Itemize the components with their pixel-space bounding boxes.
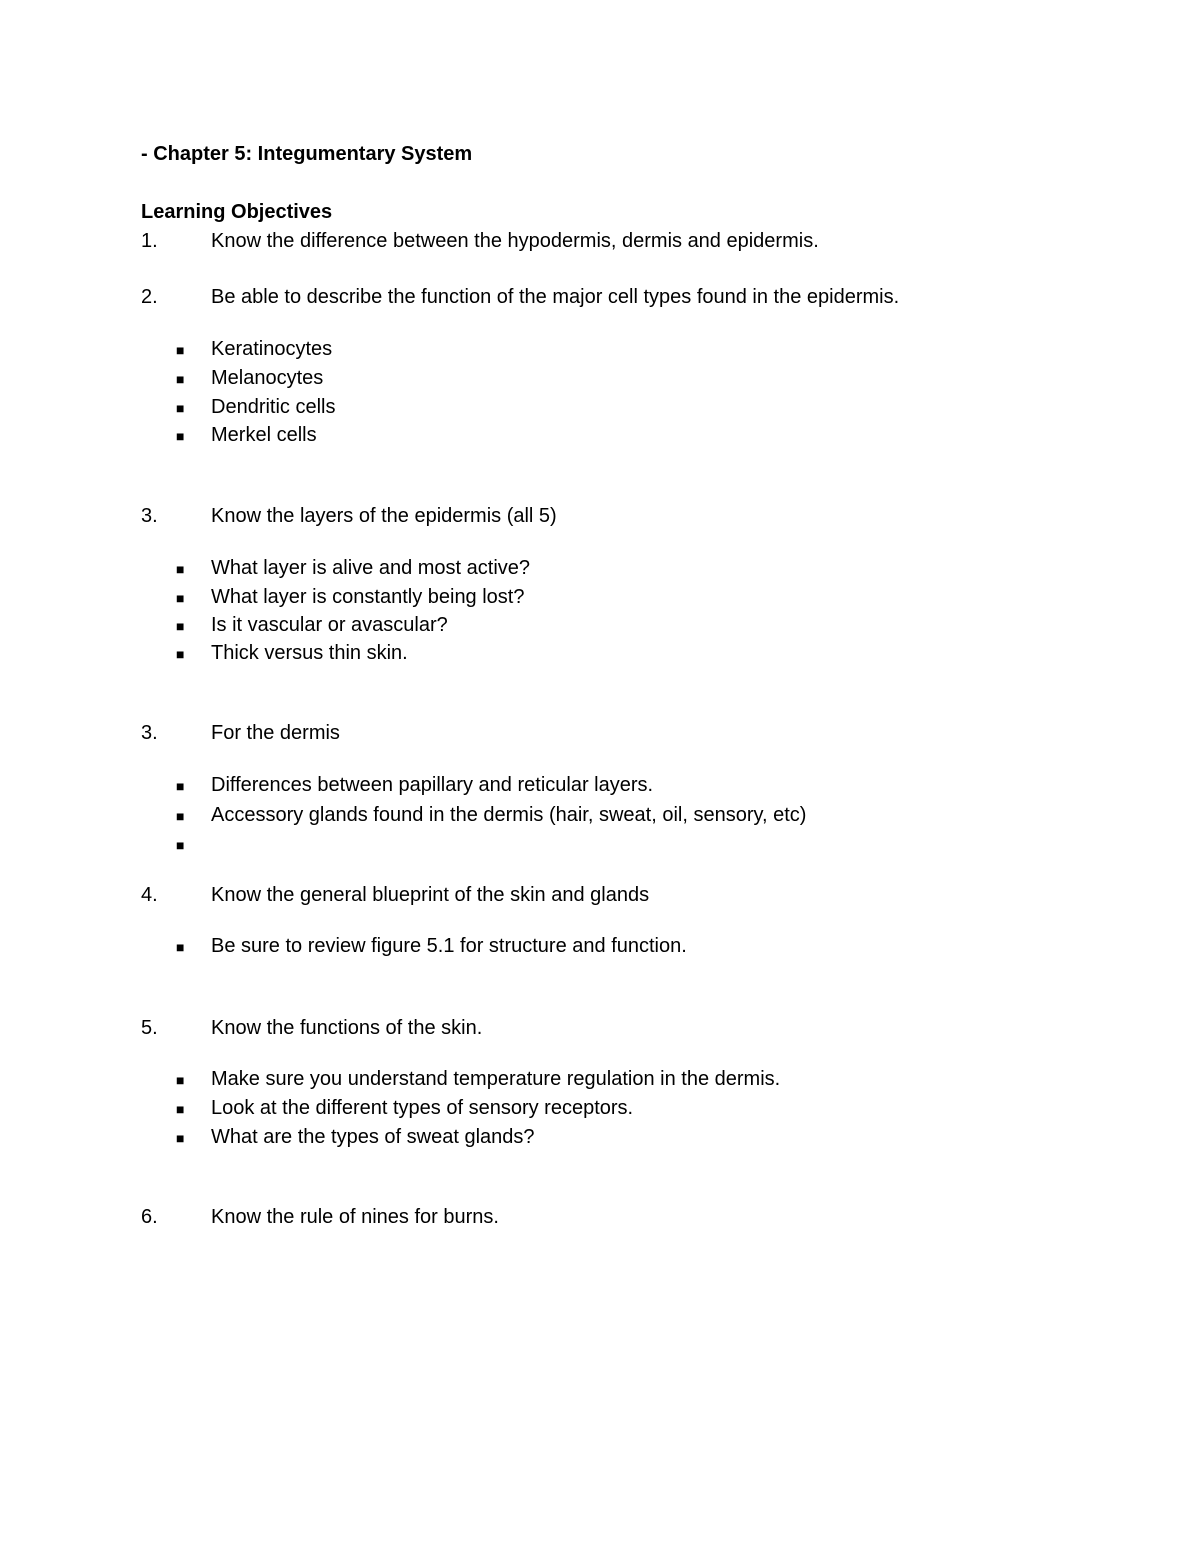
bullet-item: Make sure you understand temperature regulation in the dermis.: [211, 1068, 781, 1090]
objective-text: Know the difference between the hypodermis, dermis and epidermis.: [211, 230, 819, 252]
bullet-icon: ■: [176, 590, 185, 606]
bullet-icon: ■: [176, 1072, 185, 1088]
objective-text: Know the functions of the skin.: [211, 1017, 483, 1039]
objective-text: Know the layers of the epidermis (all 5): [211, 505, 557, 527]
bullet-item: Accessory glands found in the dermis (hair, sweat, oil, sensory, etc): [211, 804, 807, 826]
bullet-item: Melanocytes: [211, 367, 324, 389]
bullet-item: Is it vascular or avascular?: [211, 614, 448, 636]
bullet-item: Be sure to review figure 5.1 for structure and function.: [211, 935, 687, 957]
bullet-item: Merkel cells: [211, 424, 317, 446]
bullet-item: Look at the different types of sensory receptors.: [211, 1097, 634, 1119]
objective-number: 3.: [141, 722, 158, 744]
objective-text: Be able to describe the function of the major cell types found in the epidermis.: [211, 286, 900, 308]
objective-number: 4.: [141, 884, 158, 906]
objective-text: Know the general blueprint of the skin and glands: [211, 884, 650, 906]
bullet-icon: ■: [176, 1130, 185, 1146]
chapter-title: - Chapter 5: Integumentary System: [141, 143, 473, 165]
bullet-icon: ■: [176, 837, 185, 853]
bullet-icon: ■: [176, 808, 185, 824]
bullet-icon: ■: [176, 561, 185, 577]
objective-number: 5.: [141, 1017, 158, 1039]
bullet-icon: ■: [176, 400, 185, 416]
bullet-item: Differences between papillary and reticular layers.: [211, 774, 654, 796]
bullet-icon: ■: [176, 428, 185, 444]
bullet-item: What are the types of sweat glands?: [211, 1126, 535, 1148]
bullet-item: Thick versus thin skin.: [211, 642, 408, 664]
bullet-icon: ■: [176, 1101, 185, 1117]
bullet-item: What layer is alive and most active?: [211, 557, 531, 579]
bullet-icon: ■: [176, 618, 185, 634]
objective-number: 1.: [141, 230, 158, 252]
bullet-item: Dendritic cells: [211, 396, 336, 418]
bullet-icon: ■: [176, 371, 185, 387]
bullet-item: What layer is constantly being lost?: [211, 586, 525, 608]
bullet-icon: ■: [176, 778, 185, 794]
objective-number: 2.: [141, 286, 158, 308]
bullet-icon: ■: [176, 342, 185, 358]
bullet-icon: ■: [176, 646, 185, 662]
objective-number: 3.: [141, 505, 158, 527]
section-title: Learning Objectives: [141, 201, 333, 223]
bullet-icon: ■: [176, 939, 185, 955]
objective-text: Know the rule of nines for burns.: [211, 1206, 499, 1228]
bullet-item: Keratinocytes: [211, 338, 333, 360]
objective-number: 6.: [141, 1206, 158, 1228]
objective-text: For the dermis: [211, 722, 340, 744]
